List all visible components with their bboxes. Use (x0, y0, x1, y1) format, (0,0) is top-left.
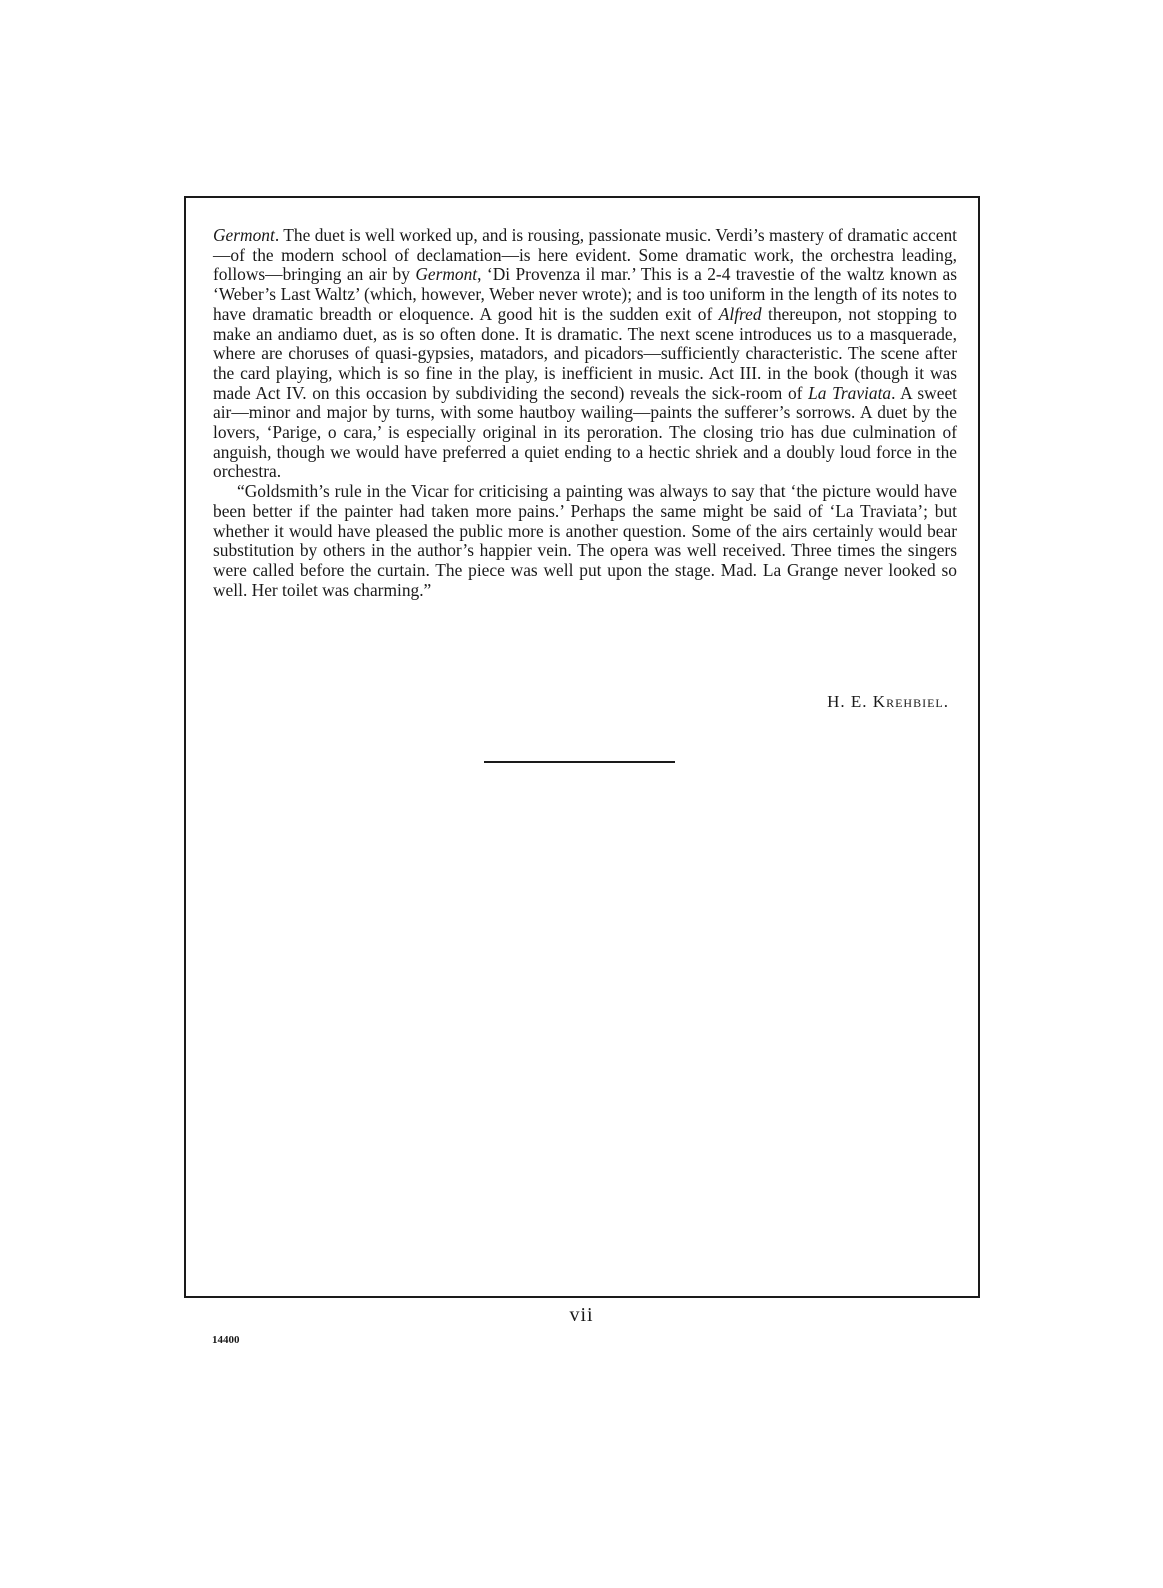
text-run: , ‘Di Provenza il mar.’ This is a 2-4 travestie of the waltz known as ‘Weber’s Last Waltz’ (which, however, Weber never wrote); and is too uniform in the length of its notes to have dramatic breadth or eloquence. A good hit is the sudden exit of (213, 264, 958, 324)
author-signature: H. E. Krehbiel. (827, 692, 949, 711)
body-text (213, 226, 957, 600)
section-divider (484, 761, 675, 763)
page-number: vii (569, 1304, 594, 1326)
character-name: Alfred (718, 303, 762, 324)
text-run: . A sweet air—minor and major by turns, with some hautboy wailing—paints the sufferer’s sorrows. A duet by the lovers, ‘Parige, o cara,’ is especially original in its peroration. The closing trio has due culmination of anguish, though we would have preferred a quiet ending to a hectic shriek and a doubly loud force in the orchestra. (213, 382, 958, 482)
character-name: Germont (415, 264, 478, 285)
paragraph-1 (213, 226, 957, 482)
paragraph-2: “Goldsmith’s rule in the Vicar for criticising a painting was always to say that ‘the picture would have been better if the painter had taken more pains.’ Perhaps the same might be said of ‘La Traviata’; but whether it would have pleased the public more is another question. Some of the airs certainly would bear substitution by others in the author’s happier vein. The opera was well received. Three times the singers were called before the curtain. The piece was well put upon the stage. Mad. La Grange never looked so well. Her toilet was charming.” (213, 481, 957, 600)
text-run: thereupon, not stopping to make an andiamo duet, as is so often done. It is dramatic. The next scene introduces us to a masquerade, where are choruses of quasi-gypsies, matadors, and picadors—sufficiently characteristic. The scene after the card playing, which is so fine in the play, is inefficient in music. Act III. in the book (though it was made Act IV. on this occasion by subdividing the second) reveals the sick-room of (213, 303, 957, 403)
character-name: Germont (213, 225, 275, 245)
opera-title: La Traviata (808, 382, 892, 403)
plate-number: 14400 (212, 1334, 240, 1346)
text-run: . The duet is well worked up, and is rousing, passionate music. Verdi’s mastery of dramatic accent—of the modern school of declamation—is here evident. Some dramatic work, the orchestra leading, follows—bringing an air by (213, 225, 957, 285)
